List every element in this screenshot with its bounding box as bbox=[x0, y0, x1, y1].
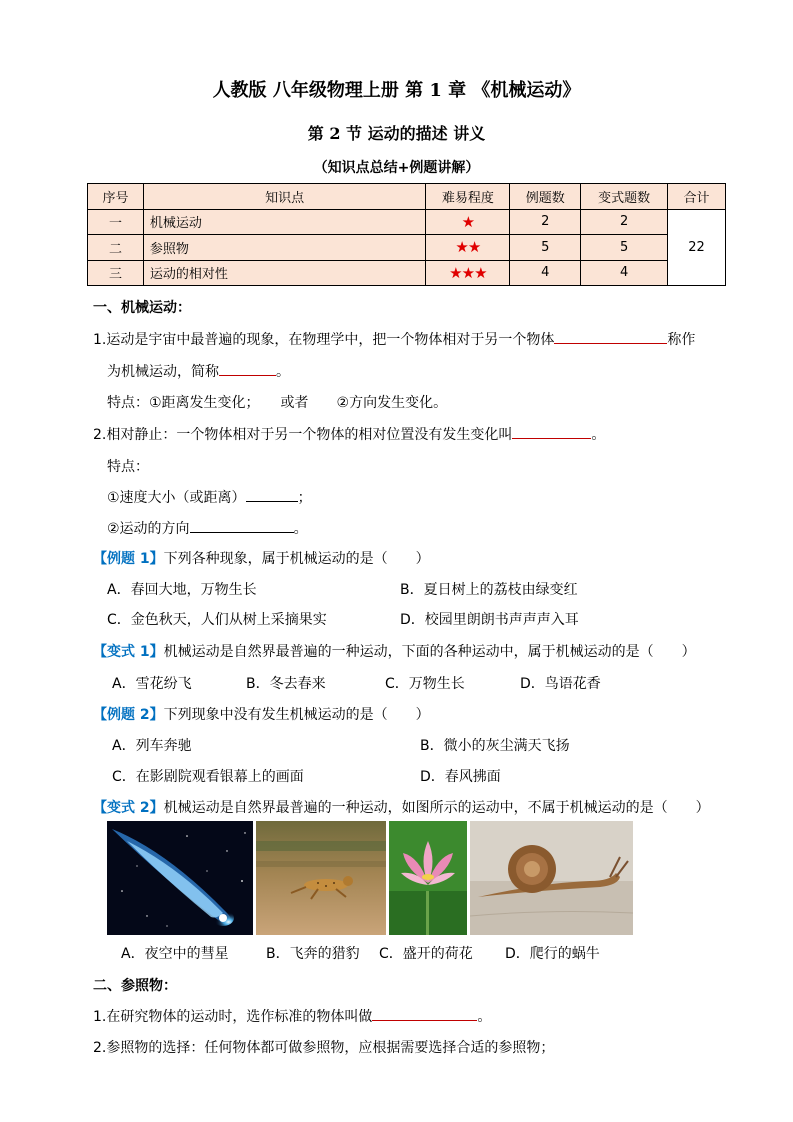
row-topic: 参照物 bbox=[143, 235, 425, 261]
answer-blank[interactable] bbox=[190, 518, 294, 533]
paragraph bbox=[93, 329, 695, 349]
question bbox=[93, 548, 430, 568]
row-topic: 机械运动 bbox=[143, 209, 425, 235]
paragraph: 2.参照物的选择：任何物体都可做参照物，应根据需要选择合适的参照物； bbox=[93, 1040, 555, 1056]
row-examples: 2 bbox=[510, 209, 581, 235]
star-icon: ★★★ bbox=[449, 263, 487, 282]
option-b[interactable]: B．夏日树上的荔枝由绿变红 bbox=[400, 582, 578, 598]
star-icon: ★ bbox=[461, 212, 475, 231]
table-header: 难易程度 bbox=[426, 184, 510, 210]
text: ； bbox=[297, 490, 312, 506]
answer-blank[interactable] bbox=[554, 329, 667, 344]
text: ①速度大小（或距离） bbox=[107, 490, 246, 506]
question-text: 机械运动是自然界最普遍的一种运动，如图所示的运动中，不属于机械运动的是（ ） bbox=[163, 800, 710, 816]
text: 为机械运动，简称 bbox=[107, 364, 219, 380]
row-variants: 4 bbox=[581, 260, 668, 286]
paragraph bbox=[93, 424, 605, 444]
cheetah-image bbox=[256, 821, 386, 935]
answer-blank[interactable] bbox=[246, 487, 298, 502]
option-a[interactable]: A．夜空中的彗星 bbox=[121, 946, 229, 962]
option-a[interactable]: A．列车奔驰 bbox=[112, 738, 192, 754]
option-b[interactable]: B．冬去春来 bbox=[246, 676, 326, 692]
row-variants: 2 bbox=[581, 209, 668, 235]
text: 2.相对静止：一个物体相对于另一个物体的相对位置没有发生变化叫 bbox=[93, 427, 513, 443]
table-header: 序号 bbox=[88, 184, 144, 210]
paragraph bbox=[107, 518, 308, 538]
page-subtitle: 第 2 节 运动的描述 讲义 bbox=[307, 124, 486, 143]
option-d[interactable]: D．鸟语花香 bbox=[520, 676, 601, 692]
table-header: 知识点 bbox=[143, 184, 425, 210]
knowledge-table bbox=[87, 183, 726, 286]
table-row bbox=[88, 260, 726, 286]
option-d[interactable]: D．爬行的蜗牛 bbox=[505, 946, 600, 962]
table-header: 例题数 bbox=[510, 184, 581, 210]
paragraph bbox=[107, 487, 312, 507]
option-d[interactable]: D．春风拂面 bbox=[420, 769, 501, 785]
table-header: 变式题数 bbox=[581, 184, 668, 210]
option-c[interactable]: C．万物生长 bbox=[385, 676, 465, 692]
row-examples: 5 bbox=[510, 235, 581, 261]
option-c[interactable]: C．金色秋天，人们从树上采摘果实 bbox=[107, 612, 327, 628]
snail-image bbox=[470, 821, 633, 935]
question bbox=[93, 641, 696, 661]
option-a[interactable]: A．春回大地，万物生长 bbox=[107, 582, 257, 598]
difficulty-stars bbox=[426, 209, 510, 235]
question bbox=[93, 704, 430, 724]
difficulty-stars bbox=[426, 235, 510, 261]
row-number: 二 bbox=[88, 235, 144, 261]
row-topic: 运动的相对性 bbox=[143, 260, 425, 286]
option-c[interactable]: C．在影剧院观看银幕上的画面 bbox=[112, 769, 304, 785]
table-row bbox=[88, 209, 726, 235]
text: ②运动的方向 bbox=[107, 521, 190, 537]
text: 。 bbox=[293, 521, 308, 537]
section-heading: 二、参照物： bbox=[93, 978, 177, 994]
table-header-row bbox=[88, 184, 726, 210]
variant-tag: 【变式 1】 bbox=[93, 644, 164, 660]
question-text: 机械运动是自然界最普遍的一种运动，下面的各种运动中，属于机械运动的是（ ） bbox=[163, 644, 696, 660]
option-a[interactable]: A．雪花纷飞 bbox=[112, 676, 192, 692]
text: 1.在研究物体的运动时，选作标准的物体叫做 bbox=[93, 1009, 373, 1025]
feature-line: 特点：①距离发生变化； 或者 ②方向发生变化。 bbox=[107, 395, 448, 411]
table-row bbox=[88, 235, 726, 261]
row-number: 三 bbox=[88, 260, 144, 286]
comet-image bbox=[107, 821, 253, 935]
question bbox=[93, 797, 710, 817]
row-number: 一 bbox=[88, 209, 144, 235]
text: 。 bbox=[276, 364, 290, 380]
example-tag: 【例题 2】 bbox=[93, 707, 164, 723]
row-examples: 4 bbox=[510, 260, 581, 286]
option-b[interactable]: B．飞奔的猎豹 bbox=[266, 946, 360, 962]
section-heading: 一、机械运动： bbox=[93, 300, 191, 316]
star-icon: ★★ bbox=[455, 238, 481, 257]
option-c[interactable]: C．盛开的荷花 bbox=[379, 946, 473, 962]
paragraph bbox=[107, 361, 290, 381]
option-d[interactable]: D．校园里朗朗书声声声入耳 bbox=[400, 612, 579, 628]
answer-blank[interactable] bbox=[219, 361, 276, 376]
difficulty-stars bbox=[426, 260, 510, 286]
answer-blank[interactable] bbox=[512, 424, 591, 439]
row-total: 22 bbox=[668, 209, 726, 286]
page-note: （知识点总结+例题讲解） bbox=[313, 160, 480, 176]
text: 1.运动是宇宙中最普遍的现象，在物理学中，把一个物体相对于另一个物体 bbox=[93, 332, 555, 348]
paragraph bbox=[93, 1006, 491, 1026]
row-variants: 5 bbox=[581, 235, 668, 261]
question-text: 下列现象中没有发生机械运动的是（ ） bbox=[163, 707, 430, 723]
example-tag: 【例题 1】 bbox=[93, 551, 164, 567]
option-b[interactable]: B．微小的灰尘满天飞扬 bbox=[420, 738, 570, 754]
table-header: 合计 bbox=[668, 184, 726, 210]
page-title: 人教版 八年级物理上册 第 1 章 《机械运动》 bbox=[212, 80, 581, 101]
text: 。 bbox=[591, 427, 606, 443]
lotus-image bbox=[389, 821, 467, 935]
question-text: 下列各种现象，属于机械运动的是（ ） bbox=[163, 551, 430, 567]
text: 称作 bbox=[667, 332, 696, 348]
feature-label: 特点： bbox=[107, 459, 149, 475]
text: 。 bbox=[477, 1009, 492, 1025]
answer-blank[interactable] bbox=[372, 1006, 477, 1021]
variant-tag: 【变式 2】 bbox=[93, 800, 164, 816]
